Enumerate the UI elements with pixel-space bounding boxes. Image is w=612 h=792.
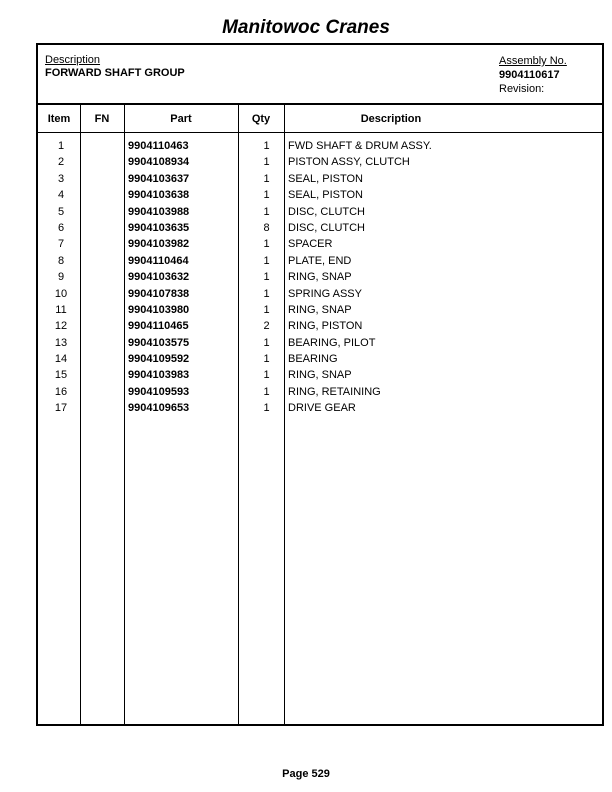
part-description: PLATE, END bbox=[288, 254, 352, 267]
part-number: 9904110463 bbox=[128, 140, 189, 152]
column-header-part: Part bbox=[170, 113, 192, 125]
quantity: 8 bbox=[263, 221, 270, 234]
parts-list-frame bbox=[36, 43, 604, 726]
table-row bbox=[38, 156, 602, 172]
part-number: 9904103988 bbox=[128, 205, 190, 218]
item-number: 15 bbox=[54, 369, 68, 382]
part-number: 9904109653 bbox=[128, 402, 190, 415]
part-description: PISTON ASSY, CLUTCH bbox=[288, 156, 410, 169]
part-number: 9904109592 bbox=[128, 353, 190, 366]
part-description: DISC, CLUTCH bbox=[288, 221, 366, 234]
table-row bbox=[38, 222, 602, 238]
quantity: 2 bbox=[263, 320, 270, 333]
revision-label: Revision: bbox=[499, 83, 545, 95]
part-number: 9904103983 bbox=[128, 369, 190, 382]
part-number: 9904103632 bbox=[128, 271, 190, 284]
table-row bbox=[38, 189, 602, 205]
table-row bbox=[38, 288, 602, 304]
item-number: 13 bbox=[54, 336, 68, 349]
quantity: 1 bbox=[263, 172, 270, 185]
item-number: 5 bbox=[57, 205, 65, 218]
part-description: RING, RETAINING bbox=[288, 385, 381, 398]
parts-table-body bbox=[38, 140, 602, 419]
item-number: 16 bbox=[54, 385, 68, 398]
item-number: 10 bbox=[54, 287, 68, 300]
part-number: 9904103637 bbox=[128, 172, 190, 185]
column-header-description: Description bbox=[360, 113, 422, 125]
assembly-header bbox=[38, 45, 602, 105]
part-description: RING, SNAP bbox=[288, 271, 352, 284]
item-number: 9 bbox=[57, 271, 65, 284]
item-number: 4 bbox=[57, 189, 65, 202]
quantity: 1 bbox=[263, 238, 270, 251]
quantity: 1 bbox=[263, 336, 270, 349]
quantity: 1 bbox=[263, 189, 270, 202]
quantity: 1 bbox=[263, 385, 270, 398]
part-number: 9904103982 bbox=[128, 238, 190, 251]
table-row bbox=[38, 304, 602, 320]
table-row bbox=[38, 369, 602, 385]
item-number: 1 bbox=[57, 140, 65, 152]
table-row bbox=[38, 255, 602, 271]
quantity: 1 bbox=[263, 303, 270, 316]
quantity: 1 bbox=[263, 254, 270, 267]
quantity: 1 bbox=[263, 402, 270, 415]
part-description: DRIVE GEAR bbox=[288, 402, 356, 415]
column-header-fn: FN bbox=[94, 113, 110, 125]
quantity: 1 bbox=[263, 156, 270, 169]
part-description: RING, SNAP bbox=[288, 303, 352, 316]
part-description: RING, PISTON bbox=[288, 320, 363, 333]
page-number: Page 529 bbox=[282, 768, 330, 780]
quantity: 1 bbox=[263, 287, 270, 300]
page-title: Manitowoc Cranes bbox=[222, 17, 390, 38]
part-description: DISC, CLUTCH bbox=[288, 205, 366, 218]
part-number: 9904110465 bbox=[128, 320, 189, 333]
table-row bbox=[38, 337, 602, 353]
column-header-qty: Qty bbox=[251, 113, 271, 125]
table-row bbox=[38, 238, 602, 254]
part-number: 9904103635 bbox=[128, 221, 190, 234]
item-number: 8 bbox=[57, 254, 65, 267]
quantity: 1 bbox=[263, 353, 270, 366]
table-row bbox=[38, 173, 602, 189]
part-number: 9904107838 bbox=[128, 287, 190, 300]
quantity: 1 bbox=[263, 369, 270, 382]
part-number: 9904108934 bbox=[128, 156, 190, 169]
part-number: 9904103980 bbox=[128, 303, 190, 316]
item-number: 2 bbox=[57, 156, 65, 169]
item-number: 12 bbox=[54, 320, 68, 333]
table-row bbox=[38, 206, 602, 222]
part-description: SPRING ASSY bbox=[288, 287, 362, 300]
part-description: SPACER bbox=[288, 238, 333, 251]
item-number: 3 bbox=[57, 172, 65, 185]
part-number: 9904103638 bbox=[128, 189, 190, 202]
item-number: 17 bbox=[54, 402, 68, 415]
quantity: 1 bbox=[263, 205, 270, 218]
item-number: 14 bbox=[54, 353, 68, 366]
item-number: 11 bbox=[55, 303, 67, 316]
part-number: 9904110464 bbox=[128, 254, 189, 267]
item-number: 6 bbox=[57, 221, 65, 234]
table-row bbox=[38, 386, 602, 402]
table-header bbox=[38, 105, 602, 133]
quantity: 1 bbox=[263, 140, 270, 152]
part-description: SEAL, PISTON bbox=[288, 172, 363, 185]
table-row bbox=[38, 140, 602, 156]
part-description: BEARING bbox=[288, 353, 338, 366]
quantity: 1 bbox=[263, 271, 270, 284]
part-description: BEARING, PILOT bbox=[288, 336, 376, 349]
table-row bbox=[38, 402, 602, 418]
assembly-number: 9904110617 bbox=[499, 69, 560, 81]
table-row bbox=[38, 271, 602, 287]
item-number: 7 bbox=[57, 238, 65, 251]
table-row bbox=[38, 353, 602, 369]
description-label: Description bbox=[45, 54, 101, 66]
assembly-label: Assembly No. bbox=[499, 55, 567, 67]
part-description: SEAL, PISTON bbox=[288, 189, 363, 202]
part-description: RING, SNAP bbox=[288, 369, 352, 382]
column-header-item: Item bbox=[47, 113, 71, 125]
part-description: FWD SHAFT & DRUM ASSY. bbox=[288, 140, 432, 152]
part-number: 9904103575 bbox=[128, 336, 190, 349]
table-row bbox=[38, 320, 602, 336]
description-value: FORWARD SHAFT GROUP bbox=[45, 67, 185, 79]
part-number: 9904109593 bbox=[128, 385, 190, 398]
